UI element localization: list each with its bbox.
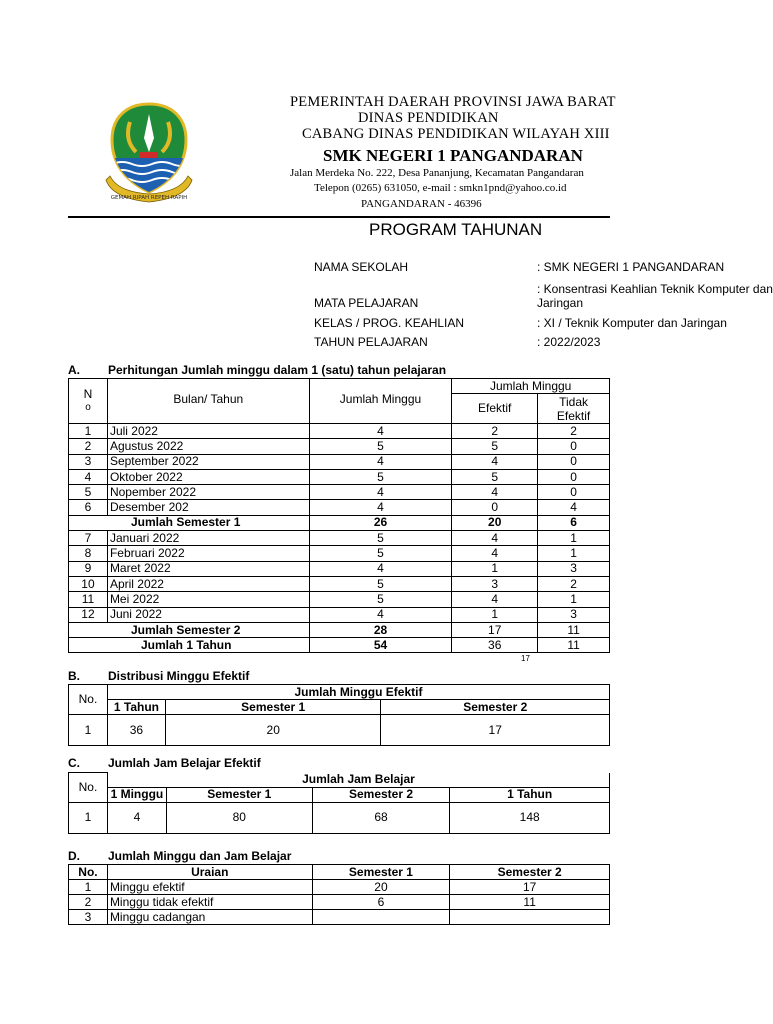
section-c-letter: C. — [68, 756, 80, 770]
label-year: TAHUN PELAJARAN — [314, 335, 428, 349]
table-row: 10 April 2022 5 3 2 — [69, 576, 610, 591]
table-row: 8 Februari 2022 5 4 1 — [69, 546, 610, 561]
west-java-emblem-icon — [100, 100, 198, 208]
school-city: PANGANDARAN - 46396 — [361, 198, 482, 210]
svg-text:GEMAH RIPAH REPEH RAPIH: GEMAH RIPAH REPEH RAPIH — [110, 195, 188, 201]
col-header-weeks: Jumlah Minggu — [309, 379, 452, 424]
section-c-title: Jumlah Jam Belajar Efektif — [108, 756, 261, 770]
table-row: 2 Agustus 2022 5 5 0 — [69, 439, 610, 454]
col-header-month: Bulan/ Tahun — [107, 379, 309, 424]
col-header-group: Jumlah Minggu — [452, 379, 610, 394]
table-row: 4 Oktober 2022 5 5 0 — [69, 469, 610, 484]
study-hours-table: No. Jumlah Jam Belajar 1 Minggu Semester 1 Semester 2 1 Tahun 1 4 80 68 148 — [68, 772, 610, 834]
label-class: KELAS / PROG. KEAHLIAN — [314, 316, 465, 330]
school-address: Jalan Merdeka No. 222, Desa Pananjung, Kecamatan Pangandaran — [290, 167, 584, 179]
value-subject-1: : Konsentrasi Keahlian Teknik Komputer dan — [537, 282, 773, 296]
value-year: : 2022/2023 — [537, 335, 601, 349]
gov-line: PEMERINTAH DAERAH PROVINSI JAWA BARAT — [290, 94, 616, 110]
semester1-total-row: Jumlah Semester 1 26 20 6 — [69, 515, 610, 530]
section-d-letter: D. — [68, 849, 80, 863]
col-header-noneffective: Tidak Efektif — [538, 394, 610, 424]
section-d-title: Jumlah Minggu dan Jam Belajar — [108, 849, 292, 863]
section-b-title: Distribusi Minggu Efektif — [108, 669, 250, 683]
table-row: 12 Juni 2022 4 1 3 — [69, 607, 610, 622]
value-subject-2: Jaringan — [537, 296, 584, 310]
table-row: 7 Januari 2022 5 4 1 — [69, 531, 610, 546]
weeks-hours-table: No. Uraian Semester 1 Semester 2 1 Minggu efektif 20 17 2 Minggu tidak efektif 6 11 3 Minggu cadangan — [68, 864, 610, 925]
table-row: 11 Mei 2022 5 4 1 — [69, 592, 610, 607]
header-divider — [68, 216, 610, 218]
section-b-letter: B. — [68, 669, 80, 683]
table-row: 2 Minggu tidak efektif 6 11 — [69, 895, 610, 910]
table-row: 1 Juli 2022 4 2 2 — [69, 424, 610, 439]
weeks-table — [68, 378, 610, 653]
table-row: 1 4 80 68 148 — [69, 802, 610, 833]
year-total-row: Jumlah 1 Tahun 54 36 11 — [69, 638, 610, 653]
table-row: 6 Desember 202 4 0 4 — [69, 500, 610, 515]
table-row: 1 36 20 17 — [69, 715, 610, 746]
effective-weeks-table: No. Jumlah Minggu Efektif 1 Tahun Semester 1 Semester 2 1 36 20 17 — [68, 684, 610, 746]
section-a-letter: A. — [68, 363, 80, 377]
page-title: PROGRAM TAHUNAN — [369, 220, 543, 239]
branch-line: CABANG DINAS PENDIDIKAN WILAYAH XIII — [302, 126, 610, 142]
value-school: : SMK NEGERI 1 PANGANDARAN — [537, 260, 725, 274]
table-row: 5 Nopember 2022 4 4 0 — [69, 485, 610, 500]
col-header-effective: Efektif — [452, 394, 538, 424]
table-row: 9 Maret 2022 4 1 3 — [69, 561, 610, 576]
table-row: 3 September 2022 4 4 0 — [69, 454, 610, 469]
col-header-no: N o — [69, 379, 108, 424]
table-row: 3 Minggu cadangan — [69, 910, 610, 925]
table-row: 1 Minggu efektif 20 17 — [69, 880, 610, 895]
section-a-title: Perhitungan Jumlah minggu dalam 1 (satu) tahun pelajaran — [108, 363, 447, 377]
label-subject: MATA PELAJARAN — [314, 296, 419, 310]
stray-note: 17 — [521, 654, 530, 663]
dept-line: DINAS PENDIDIKAN — [358, 110, 499, 126]
label-school: NAMA SEKOLAH — [314, 260, 409, 274]
value-class: : XI / Teknik Komputer dan Jaringan — [537, 316, 727, 330]
school-contact: Telepon (0265) 631050, e-mail : smkn1pnd@yahoo.co.id — [314, 182, 567, 194]
semester2-total-row: Jumlah Semester 2 28 17 11 — [69, 622, 610, 637]
school-name: SMK NEGERI 1 PANGANDARAN — [323, 146, 583, 165]
